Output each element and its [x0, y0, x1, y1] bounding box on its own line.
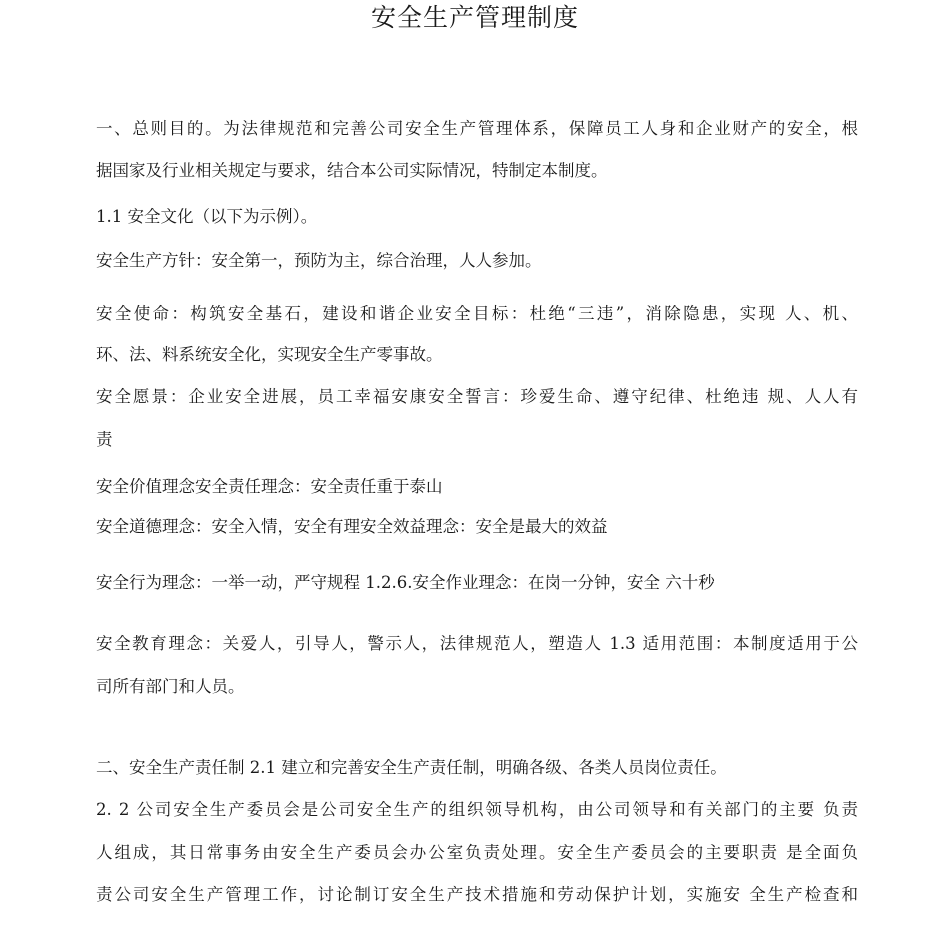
- paragraph-line: 安全道德理念：安全入情，安全有理安全效益理念：安全是最大的效益: [96, 517, 608, 536]
- paragraph-line: 一、总则目的。为法律规范和完善公司安全生产管理体系，保障员工人身和企业财产的安全，根: [96, 119, 858, 138]
- paragraph-line: 安全教育理念：关爱人，引导人，警示人，法律规范人，塑造人 1.3 适用范围：本制度适用于公: [96, 634, 858, 653]
- paragraph-line: 据国家及行业相关规定与要求，结合本公司实际情况，特制定本制度。: [96, 161, 608, 180]
- paragraph-line: 安全价值理念安全责任理念：安全责任重于泰山: [96, 477, 443, 496]
- paragraph-line: 1.1 安全文化（以下为示例）。: [96, 207, 318, 226]
- paragraph-line: 人组成，其日常事务由安全生产委员会办公室负责处理。安全生产委员会的主要职责 是全面负: [96, 843, 858, 862]
- paragraph-line: 司所有部门和人员。: [96, 677, 245, 696]
- paragraph-line: 责: [96, 430, 113, 449]
- paragraph-line: 安全使命：构筑安全基石，建设和谐企业安全目标：杜绝“三违”，消除隐患，实现 人、机、: [96, 304, 858, 323]
- paragraph-line: 责公司安全生产管理工作，讨论制订安全生产技术措施和劳动保护计划，实施安 全生产检查和: [96, 885, 858, 904]
- paragraph-line: 安全行为理念：一举一动，严守规程 1.2.6.安全作业理念：在岗一分钟，安全 六十秒: [96, 573, 715, 592]
- paragraph-line: 安全愿景：企业安全进展，员工幸福安康安全誓言：珍爱生命、遵守纪律、杜绝违 规、人人有: [96, 387, 858, 406]
- paragraph-line: 二、安全生产责任制 2.1 建立和完善安全生产责任制，明确各级、各类人员岗位责任。: [96, 758, 727, 777]
- paragraph-line: 安全生产方针：安全第一，预防为主，综合治理，人人参加。: [96, 251, 542, 270]
- document-title: 安全生产管理制度: [370, 3, 579, 32]
- paragraph-line: 环、法、料系统安全化，实现安全生产零事故。: [96, 345, 443, 364]
- paragraph-line: 2. 2 公司安全生产委员会是公司安全生产的组织领导机构，由公司领导和有关部门的主要 负责: [96, 800, 858, 819]
